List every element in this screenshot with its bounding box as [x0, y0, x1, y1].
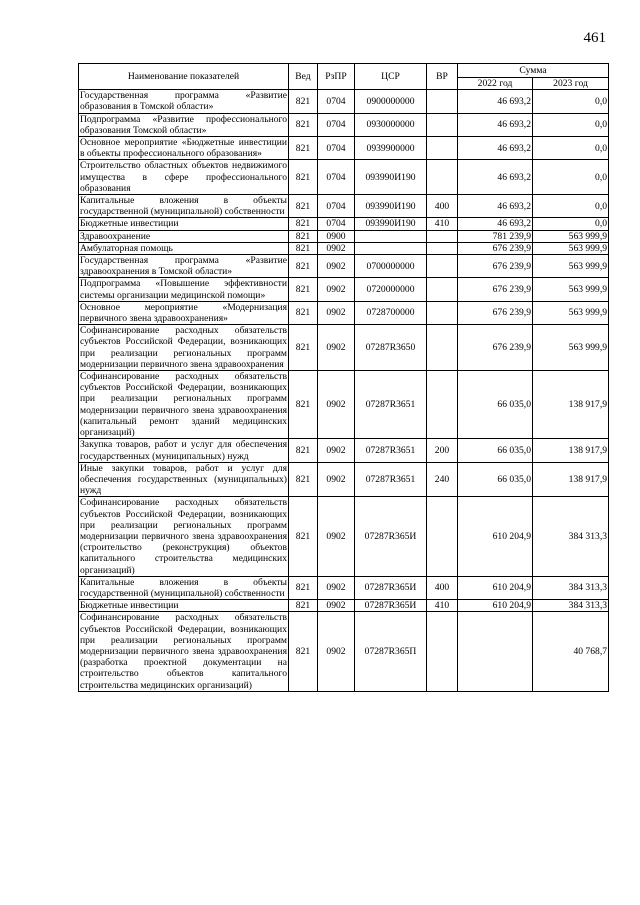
- row-sum-2023: 384 313,3: [533, 576, 609, 599]
- row-rzpr: 0902: [318, 497, 355, 576]
- row-sum-2023: 0,0: [533, 195, 609, 218]
- row-name: Капитальные вложения в объекты государственной (муниципальной) собственности: [80, 195, 287, 218]
- row-sum-2023: 0,0: [533, 160, 609, 195]
- row-sum-2022: 781 239,9: [458, 230, 533, 242]
- row-sum-2022: 46 693,2: [458, 90, 533, 113]
- row-rzpr: 0704: [318, 137, 355, 160]
- row-sum-2022: 610 204,9: [458, 497, 533, 576]
- row-rzpr: 0902: [318, 278, 355, 301]
- row-csr: 093990И190: [355, 195, 427, 218]
- header-rzpr: РзПР: [318, 64, 355, 90]
- table-row: [79, 278, 609, 301]
- row-sum-2023: 563 999,9: [533, 278, 609, 301]
- table-row: [79, 160, 609, 195]
- row-vr: 240: [427, 462, 458, 497]
- row-csr: 07287R3651: [355, 371, 427, 439]
- row-vr: [427, 90, 458, 113]
- row-ved: 821: [289, 600, 318, 612]
- row-rzpr: 0902: [318, 576, 355, 599]
- table-row: [79, 371, 609, 439]
- row-csr: 0900000000: [355, 90, 427, 113]
- table-row: [79, 439, 609, 462]
- row-csr: 07287R365И: [355, 600, 427, 612]
- row-sum-2022: 676 239,9: [458, 255, 533, 278]
- row-rzpr: 0902: [318, 439, 355, 462]
- row-csr: 07287R365И: [355, 576, 427, 599]
- row-rzpr: 0902: [318, 242, 355, 254]
- row-rzpr: 0902: [318, 325, 355, 371]
- row-name: Капитальные вложения в объекты государственной (муниципальной) собственности: [80, 576, 287, 599]
- row-sum-2022: 676 239,9: [458, 278, 533, 301]
- table-header: [79, 64, 609, 90]
- row-sum-2022: 46 693,2: [458, 195, 533, 218]
- row-ved: 821: [289, 137, 318, 160]
- row-ved: 821: [289, 301, 318, 324]
- row-sum-2022: 610 204,9: [458, 600, 533, 612]
- row-rzpr: 0902: [318, 600, 355, 612]
- row-sum-2022: 676 239,9: [458, 242, 533, 254]
- row-csr: [355, 230, 427, 242]
- row-sum-2023: 563 999,9: [533, 230, 609, 242]
- row-sum-2023: 138 917,9: [533, 371, 609, 439]
- row-sum-2023: 138 917,9: [533, 462, 609, 497]
- row-sum-2022: 66 035,0: [458, 439, 533, 462]
- row-rzpr: 0900: [318, 230, 355, 242]
- row-vr: [427, 255, 458, 278]
- row-name: Подпрограмма «Развитие профессионального образования Томской области»: [80, 113, 287, 136]
- row-vr: 400: [427, 195, 458, 218]
- row-rzpr: 0902: [318, 371, 355, 439]
- row-name: Софинансирование расходных обязательств субъектов Российской Федерации, возникающих при реализации региональных программ модернизации первичного звена здравоохранения (разработка проектной документации на строительство объектов капитального строительства медицинских организаций): [80, 612, 287, 691]
- row-ved: 821: [289, 371, 318, 439]
- row-sum-2023: 0,0: [533, 113, 609, 136]
- row-sum-2023: 384 313,3: [533, 497, 609, 576]
- row-sum-2023: 0,0: [533, 90, 609, 113]
- row-rzpr: 0902: [318, 255, 355, 278]
- row-name: Бюджетные инвестиции: [79, 600, 289, 612]
- row-name: Подпрограмма «Повышение эффективности системы организации медицинской помощи»: [80, 278, 287, 301]
- row-vr: [427, 371, 458, 439]
- row-vr: [427, 325, 458, 371]
- header-name: Наименование показателей: [79, 64, 289, 90]
- row-ved: 821: [289, 90, 318, 113]
- table-body: [79, 90, 609, 692]
- row-csr: 0720000000: [355, 278, 427, 301]
- row-name: Иные закупки товаров, работ и услуг для обеспечения государственных (муниципальных) нужд: [80, 462, 287, 497]
- row-sum-2023: 0,0: [533, 137, 609, 160]
- table-row: [79, 90, 609, 113]
- row-sum-2022: 46 693,2: [458, 160, 533, 195]
- row-vr: [427, 160, 458, 195]
- row-name: Строительство областных объектов недвижимого имущества в сфере профессионального образования: [80, 160, 287, 194]
- row-sum-2022: 66 035,0: [458, 462, 533, 497]
- row-sum-2023: 138 917,9: [533, 439, 609, 462]
- row-csr: 0700000000: [355, 255, 427, 278]
- table-row: [79, 255, 609, 278]
- row-name: Софинансирование расходных обязательств субъектов Российской Федерации, возникающих при реализации региональных программ модернизации первичного звена здравоохранения: [80, 325, 287, 370]
- row-rzpr: 0704: [318, 195, 355, 218]
- table-row: [79, 137, 609, 160]
- row-ved: 821: [289, 255, 318, 278]
- row-name: Здравоохранение: [79, 230, 289, 242]
- row-csr: 07287R365И: [355, 497, 427, 576]
- row-sum-2022: 610 204,9: [458, 576, 533, 599]
- row-rzpr: 0704: [318, 218, 355, 230]
- row-sum-2022: [458, 612, 533, 691]
- row-ved: 821: [289, 462, 318, 497]
- table-row: [79, 497, 609, 576]
- row-ved: 821: [289, 230, 318, 242]
- row-ved: 821: [289, 576, 318, 599]
- table-row: [79, 301, 609, 324]
- row-sum-2022: 66 035,0: [458, 371, 533, 439]
- row-vr: [427, 497, 458, 576]
- table-row: [79, 113, 609, 136]
- row-csr: 093990И190: [355, 160, 427, 195]
- row-sum-2022: 676 239,9: [458, 301, 533, 324]
- row-vr: [427, 278, 458, 301]
- row-vr: [427, 301, 458, 324]
- row-name: Основное мероприятие «Модернизация первичного звена здравоохранения»: [80, 301, 287, 325]
- row-name: Софинансирование расходных обязательств субъектов Российской Федерации, возникающих при реализации региональных программ модернизации первичного звена здравоохранения (капитальный ремонт зданий медицинских организаций): [80, 371, 287, 439]
- table-row: [79, 195, 609, 218]
- row-vr: 200: [427, 439, 458, 462]
- row-name: Закупка товаров, работ и услуг для обеспечения государственных (муниципальных) нужд: [80, 439, 287, 462]
- table-row: [79, 462, 609, 497]
- row-ved: 821: [289, 612, 318, 691]
- row-name: Государственная программа «Развитие здравоохранения в Томской области»: [80, 255, 287, 278]
- row-sum-2023: 563 999,9: [533, 242, 609, 254]
- row-vr: [427, 137, 458, 160]
- row-name: Бюджетные инвестиции: [79, 218, 289, 230]
- table-row: [79, 612, 609, 691]
- row-csr: 07287R3651: [355, 462, 427, 497]
- row-sum-2023: 563 999,9: [533, 325, 609, 371]
- row-ved: 821: [289, 218, 318, 230]
- row-sum-2023: 40 768,7: [533, 612, 609, 691]
- page-number: 461: [583, 30, 606, 46]
- row-vr: [427, 242, 458, 254]
- row-ved: 821: [289, 242, 318, 254]
- header-sum: Сумма: [458, 64, 609, 78]
- header-vr: ВР: [427, 64, 458, 90]
- row-csr: 0728700000: [355, 301, 427, 324]
- row-sum-2022: 46 693,2: [458, 218, 533, 230]
- row-sum-2023: 563 999,9: [533, 301, 609, 324]
- row-ved: 821: [289, 195, 318, 218]
- table-row: [79, 600, 609, 612]
- row-rzpr: 0704: [318, 160, 355, 195]
- row-name: Софинансирование расходных обязательств субъектов Российской Федерации, возникающих при реализации региональных программ модернизации первичного звена здравоохранения (строительство (реконструкция) объектов капитального строительства медицинских организаций): [80, 497, 287, 576]
- row-rzpr: 0704: [318, 90, 355, 113]
- row-csr: 0939900000: [355, 137, 427, 160]
- row-csr: 093990И190: [355, 218, 427, 230]
- row-rzpr: 0902: [318, 462, 355, 497]
- row-sum-2022: 46 693,2: [458, 137, 533, 160]
- row-sum-2023: 0,0: [533, 218, 609, 230]
- table-row: [79, 576, 609, 599]
- row-csr: 07287R3650: [355, 325, 427, 371]
- row-ved: 821: [289, 497, 318, 576]
- header-year-2023: 2023 год: [533, 78, 609, 90]
- row-name: Амбулаторная помощь: [79, 242, 289, 254]
- header-csr: ЦСР: [355, 64, 427, 90]
- row-csr: 0930000000: [355, 113, 427, 136]
- row-vr: [427, 113, 458, 136]
- header-year-2022: 2022 год: [458, 78, 533, 90]
- row-ved: 821: [289, 160, 318, 195]
- row-rzpr: 0902: [318, 612, 355, 691]
- row-rzpr: 0902: [318, 301, 355, 324]
- row-rzpr: 0704: [318, 113, 355, 136]
- row-name: Государственная программа «Развитие образования в Томской области»: [80, 90, 287, 113]
- row-vr: 410: [427, 218, 458, 230]
- header-ved: Вед: [289, 64, 318, 90]
- row-vr: [427, 612, 458, 691]
- table-row: [79, 242, 609, 254]
- row-csr: 07287R3651: [355, 439, 427, 462]
- row-vr: 410: [427, 600, 458, 612]
- row-csr: 07287R365П: [355, 612, 427, 691]
- row-vr: 400: [427, 576, 458, 599]
- budget-table: [78, 63, 609, 692]
- table-row: [79, 218, 609, 230]
- row-sum-2023: 384 313,3: [533, 600, 609, 612]
- row-ved: 821: [289, 113, 318, 136]
- row-csr: [355, 242, 427, 254]
- row-ved: 821: [289, 439, 318, 462]
- table-row: [79, 325, 609, 371]
- row-sum-2022: 676 239,9: [458, 325, 533, 371]
- row-ved: 821: [289, 278, 318, 301]
- row-sum-2023: 563 999,9: [533, 255, 609, 278]
- table-row: [79, 230, 609, 242]
- row-ved: 821: [289, 325, 318, 371]
- row-sum-2022: 46 693,2: [458, 113, 533, 136]
- row-name: Основное мероприятие «Бюджетные инвестиции в объекты профессионального образования»: [80, 137, 287, 160]
- row-vr: [427, 230, 458, 242]
